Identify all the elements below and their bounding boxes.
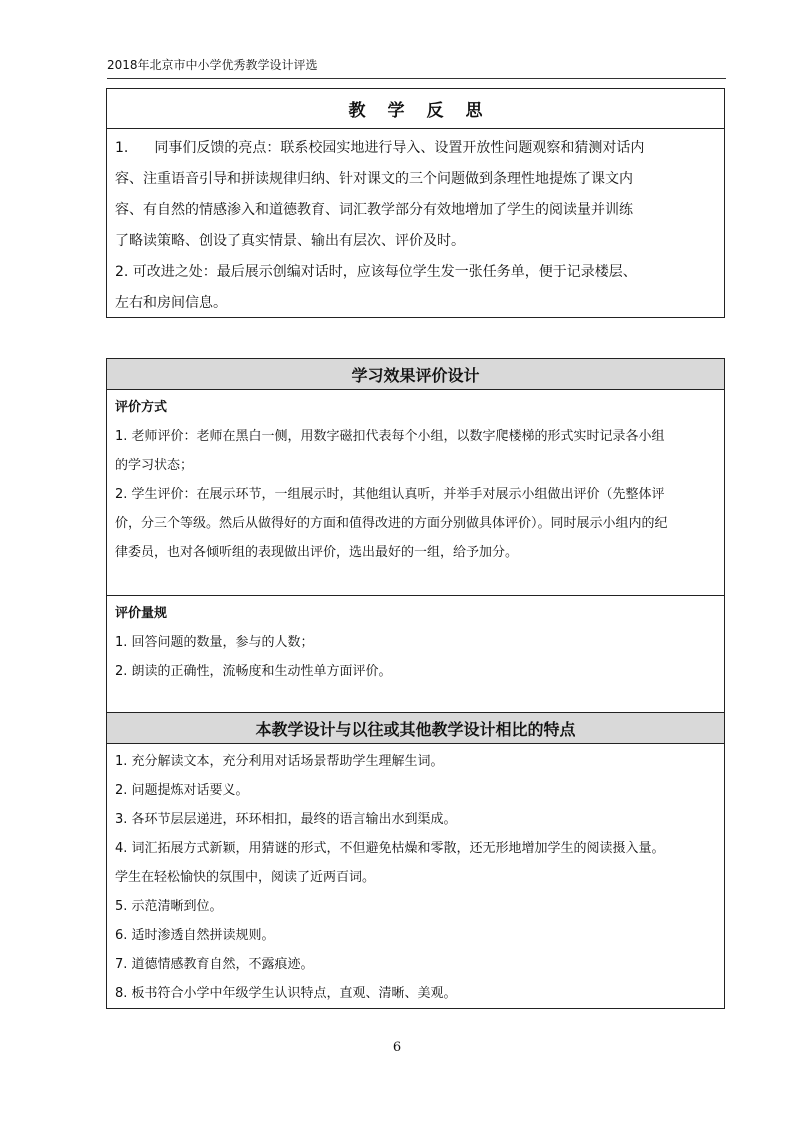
reflection-item1-text: 同事们反馈的亮点：联系校园实地进行导入、设置开放性问题观察和猜测对话内: [154, 140, 645, 156]
evaluation-method-section: [107, 390, 724, 596]
features-line: 4. 词汇拓展方式新颖，用猜谜的形式，不但避免枯燥和零散，还无形地增加学生的阅读摄入量。: [115, 841, 665, 856]
evaluation-rubric-line: 2. 朗读的正确性，流畅度和生动性单方面评价。: [115, 664, 392, 679]
features-line: 3. 各环节层层递进，环环相扣，最终的语言输出水到渠成。: [115, 812, 457, 827]
evaluation-method-line: 的学习状态；: [115, 458, 194, 473]
page-number: 6: [392, 1040, 402, 1055]
features-title: 本教学设计与以往或其他教学设计相比的特点: [107, 713, 724, 744]
reflection-item-number: 1.: [115, 140, 129, 156]
evaluation-method-line: 2. 学生评价：在展示环节，一组展示时，其他组认真听，并举手对展示小组做出评价（先整体评: [115, 487, 665, 502]
features-line: 1. 充分解读文本，充分利用对话场景帮助学生理解生词。: [115, 754, 444, 769]
evaluation-method-line: 1. 老师评价：老师在黑白一侧，用数字磁扣代表每个小组，以数字爬楼梯的形式实时记录各小组: [115, 429, 665, 444]
features-line: 6. 适时渗透自然拼读规则。: [115, 928, 275, 943]
features-line: 5. 示范清晰到位。: [115, 899, 223, 914]
evaluation-method-line: 律委员，也对各倾听组的表现做出评价，选出最好的一组，给予加分。: [115, 545, 519, 560]
evaluation-rubric-line: 1. 回答问题的数量，参与的人数；: [115, 635, 314, 650]
evaluation-method-line: 价，分三个等级。然后从做得好的方面和值得改进的方面分别做具体评价）。同时展示小组内的纪: [115, 516, 668, 531]
evaluation-rubric-heading: 评价量规: [115, 606, 168, 621]
reflection-line: 了略读策略、创设了真实情景、输出有层次、评价及时。: [115, 233, 465, 249]
evaluation-table: [106, 358, 725, 1009]
features-line: 8. 板书符合小学中年级学生认识特点，直观、清晰、美观。: [115, 986, 457, 1001]
reflection-body: [107, 129, 724, 319]
reflection-title: 教学反思: [107, 89, 724, 129]
features-line: 7. 道德情感教育自然，不露痕迹。: [115, 957, 314, 972]
features-line: 2. 问题提炼对话要义。: [115, 783, 249, 798]
reflection-line: 2. 可改进之处：最后展示创编对话时，应该每位学生发一张任务单，便于记录楼层、: [115, 264, 637, 280]
reflection-line: [115, 133, 716, 164]
reflection-line: 容、注重语音引导和拼读规律归纳、针对课文的三个问题做到条理性地提炼了课文内: [115, 171, 633, 187]
reflection-table: [106, 88, 725, 318]
document-header: 2018年北京市中小学优秀教学设计评选: [107, 58, 318, 72]
features-section: [107, 744, 724, 1008]
reflection-line: 容、有自然的情感渗入和道德教育、词汇教学部分有效地增加了学生的阅读量并训练: [115, 202, 633, 218]
evaluation-rubric-section: [107, 596, 724, 713]
features-line: 学生在轻松愉快的氛围中，阅读了近两百词。: [115, 870, 376, 885]
evaluation-method-heading: 评价方式: [115, 400, 168, 415]
evaluation-title: 学习效果评价设计: [107, 359, 724, 390]
reflection-line: 左右和房间信息。: [115, 295, 227, 311]
header-divider: [107, 78, 726, 79]
